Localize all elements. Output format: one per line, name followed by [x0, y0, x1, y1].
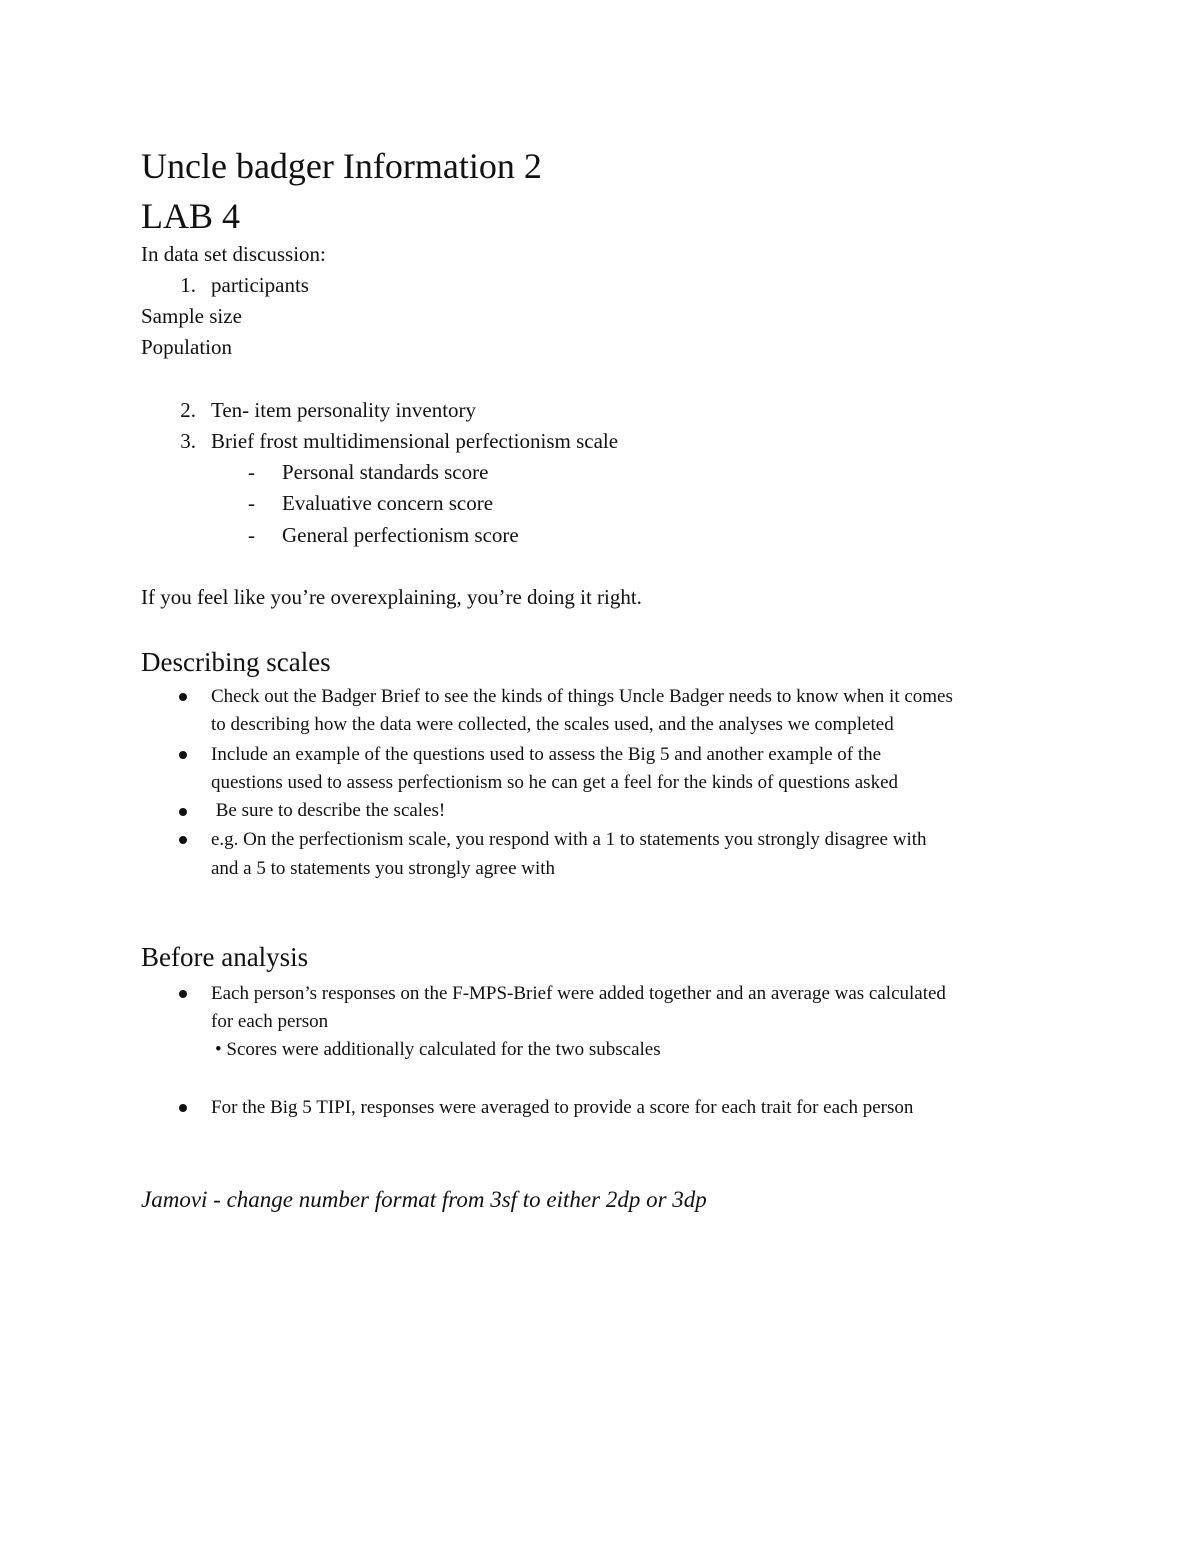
- sub-item-evaluative-concern: Evaluative concern score: [282, 491, 494, 515]
- list-number: 1.: [180, 273, 196, 297]
- bullet-line: Check out the Badger Brief to see the kinds of things Uncle Badger needs to know when it comes: [211, 686, 953, 707]
- list-item-fmps: Brief frost multidimensional perfectionism scale: [211, 429, 619, 453]
- bullet-icon: [179, 990, 187, 998]
- sub-item-personal-standards: Personal standards score: [282, 460, 489, 484]
- bullet-icon: [179, 1104, 187, 1112]
- bullet-line: Each person’s responses on the F-MPS-Brief were added together and an average was calculated: [211, 983, 946, 1004]
- bullet-line: Be sure to describe the scales!: [211, 800, 446, 821]
- bullet-line: e.g. On the perfectionism scale, you respond with a 1 to statements you strongly disagree with: [211, 829, 927, 850]
- bullet-icon: [179, 836, 187, 844]
- list-number: 3.: [180, 429, 196, 453]
- lab-heading: LAB 4: [141, 196, 240, 236]
- dash-marker: -: [248, 491, 255, 515]
- bullet-line: For the Big 5 TIPI, responses were averaged to provide a score for each trait for each person: [211, 1097, 914, 1118]
- bullet-line: questions used to assess perfectionism so he can get a feel for the kinds of questions asked: [211, 772, 899, 793]
- list-item-participants: participants: [211, 273, 309, 297]
- bullet-line: for each person: [211, 1011, 329, 1032]
- list-number: 2.: [180, 398, 196, 422]
- bullet-icon: [179, 808, 187, 816]
- sub-item-general-perfectionism: General perfectionism score: [282, 523, 519, 547]
- population-text: Population: [141, 335, 233, 359]
- dash-marker: -: [248, 523, 255, 547]
- overexplain-note: If you feel like you’re overexplaining, you’re doing it right.: [141, 585, 642, 609]
- bullet-icon: [179, 693, 187, 701]
- bullet-line: Include an example of the questions used to assess the Big 5 and another example of the: [211, 744, 882, 765]
- document-title: Uncle badger Information 2: [141, 146, 542, 186]
- bullet-line: to describing how the data were collected, the scales used, and the analyses we completed: [211, 714, 894, 735]
- sample-size-text: Sample size: [141, 304, 242, 328]
- list-item-tipi: Ten- item personality inventory: [211, 398, 477, 422]
- before-analysis-heading: Before analysis: [141, 942, 309, 972]
- describing-scales-heading: Describing scales: [141, 647, 331, 677]
- jamovi-note: Jamovi - change number format from 3sf to either 2dp or 3dp: [141, 1187, 707, 1212]
- intro-text: In data set discussion:: [141, 242, 326, 266]
- bullet-line: and a 5 to statements you strongly agree with: [211, 858, 556, 879]
- dash-marker: -: [248, 460, 255, 484]
- sub-bullet-line: • Scores were additionally calculated for the two subscales: [215, 1039, 661, 1060]
- bullet-icon: [179, 751, 187, 759]
